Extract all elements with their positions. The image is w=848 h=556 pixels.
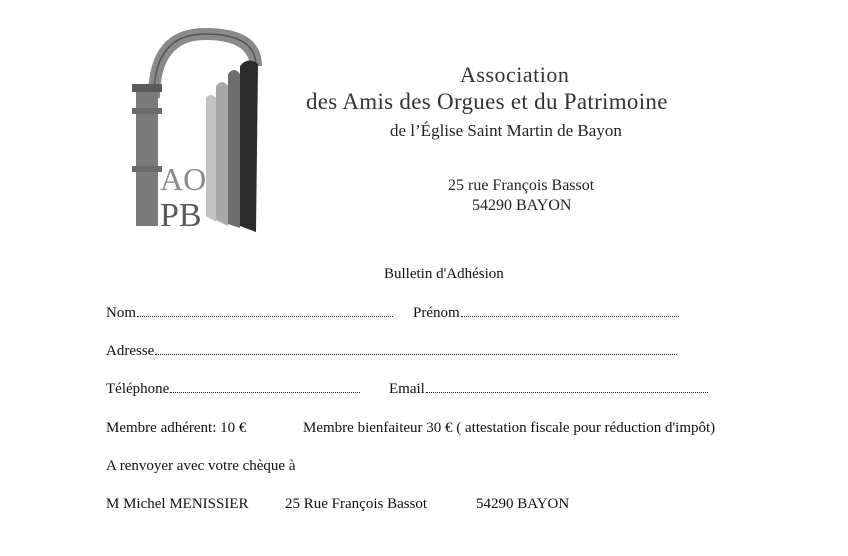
logo-pipe: [228, 70, 240, 228]
nom-label: Nom: [106, 305, 136, 321]
logo-pipe: [206, 95, 216, 222]
return-instructions: A renvoyer avec votre chèque à: [106, 458, 296, 474]
prenom-dotted-line[interactable]: [461, 315, 679, 317]
email-dotted-line[interactable]: [426, 391, 708, 393]
telephone-label: Téléphone: [106, 381, 170, 397]
membre-adherent-option: Membre adhérent: 10 €: [106, 420, 247, 436]
logo-letters-bottom: PB: [160, 197, 202, 232]
adresse-field[interactable]: [106, 343, 677, 360]
header-address-street: 25 rue François Bassot: [448, 177, 595, 194]
nom-field[interactable]: [106, 305, 393, 322]
header-address-city: 54290 BAYON: [472, 197, 572, 214]
prenom-field[interactable]: [413, 305, 679, 322]
logo-column: [136, 86, 158, 226]
telephone-field[interactable]: [106, 381, 360, 398]
contact-city: 54290 BAYON: [476, 496, 570, 512]
header-church: de l’Église Saint Martin de Bayon: [390, 121, 622, 140]
email-field[interactable]: [389, 381, 708, 398]
prenom-label: Prénom: [413, 305, 460, 321]
contact-street: 25 Rue François Bassot: [285, 496, 428, 512]
email-label: Email: [389, 381, 425, 397]
aopb-logo: [130, 26, 276, 232]
adresse-label: Adresse: [106, 343, 155, 359]
contact-name: M Michel MENISSIER: [106, 496, 249, 512]
header-full-name: des Amis des Orgues et du Patrimoine: [306, 89, 668, 114]
logo-pipe: [240, 60, 258, 232]
form-title: Bulletin d'Adhésion: [384, 266, 504, 282]
nom-dotted-line[interactable]: [137, 315, 393, 317]
adresse-dotted-line[interactable]: [155, 353, 677, 355]
telephone-dotted-line[interactable]: [170, 391, 360, 393]
header-association: Association: [460, 62, 570, 87]
membre-bienfaiteur-option: Membre bienfaiteur 30 € ( attestation fiscale pour réduction d'impôt): [303, 420, 716, 436]
logo-pipe: [216, 82, 228, 226]
logo-letters-top: AO: [160, 161, 207, 197]
